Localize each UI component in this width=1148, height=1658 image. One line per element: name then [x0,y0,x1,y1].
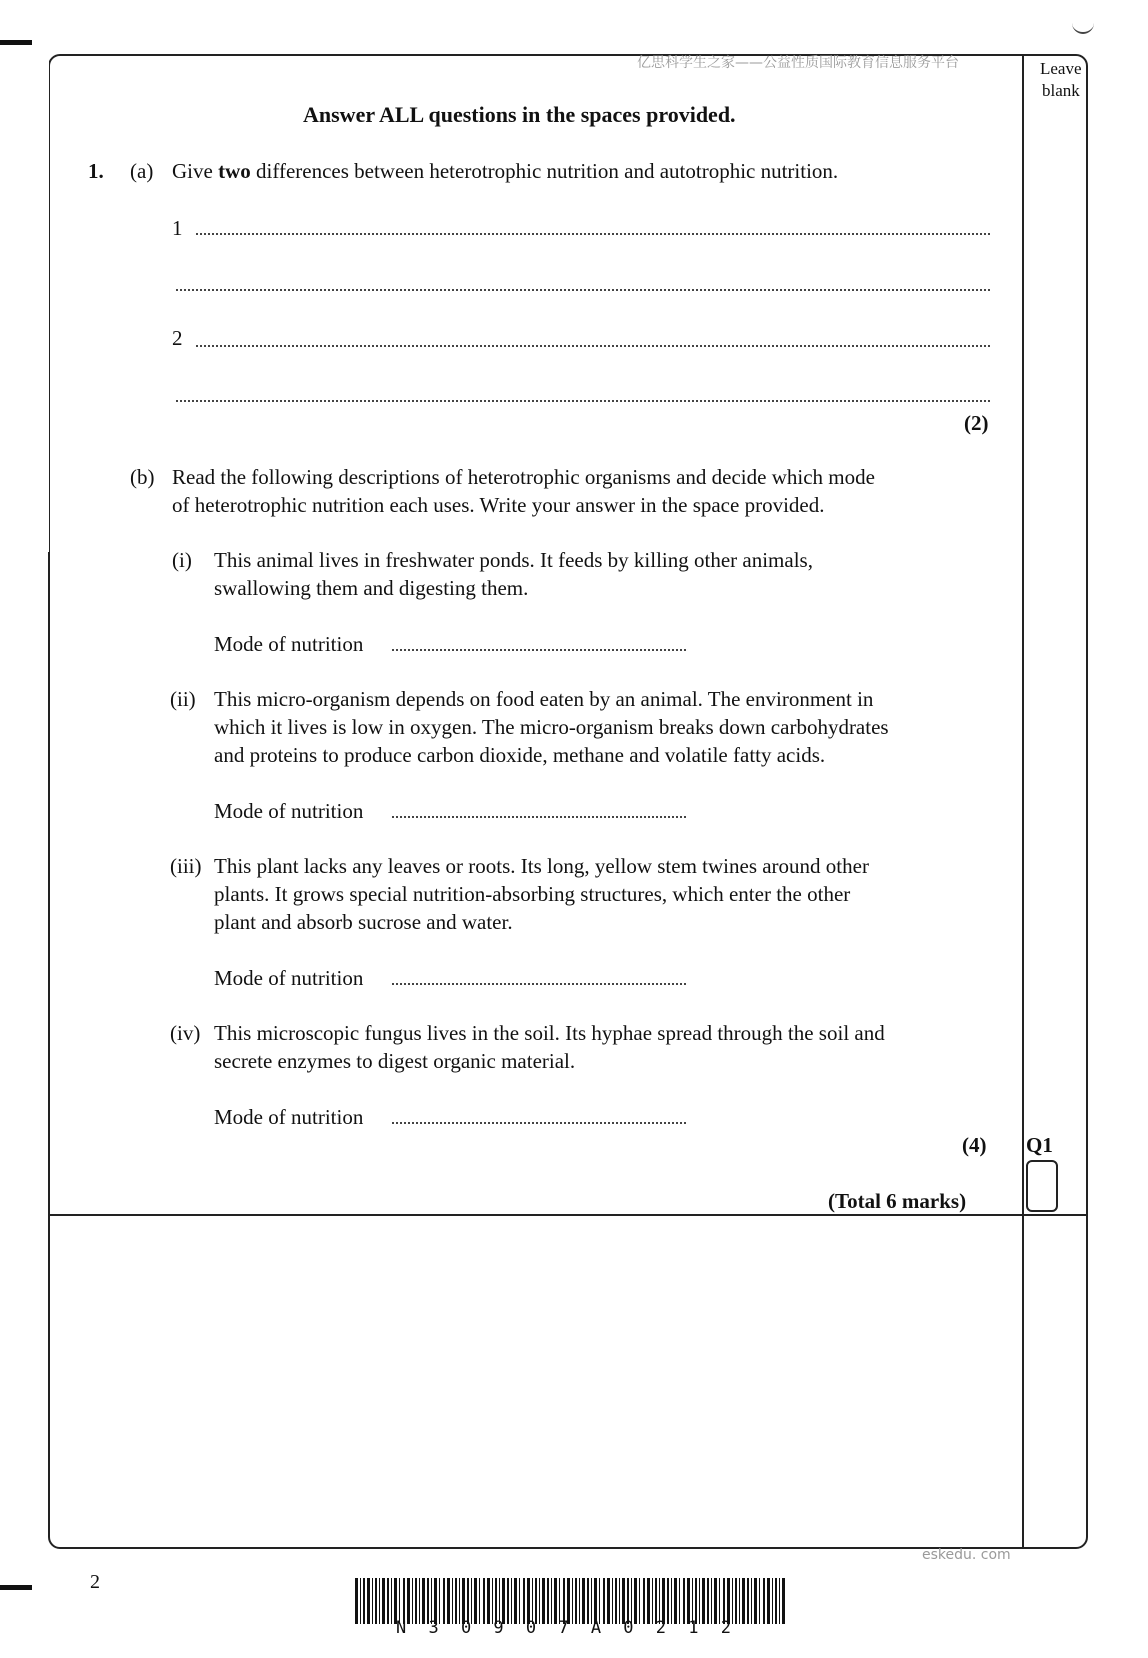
item-ii-mode-label: Mode of nutrition [214,799,364,823]
part-a-text-pre: Give [172,159,219,183]
item-iv-answer-line[interactable] [392,1122,686,1124]
item-i-label: (i) [172,548,192,572]
item-iii-mode-label: Mode of nutrition [214,966,364,990]
part-a-text-bold: two [218,159,251,183]
corner-mark [1072,22,1094,34]
item-iii-line-3: plant and absorb sucrose and water. [214,910,513,934]
item-iii-label: (iii) [170,854,202,878]
answer-line-1a[interactable] [196,233,990,235]
watermark-bottom: eskedu. com [922,1547,1011,1563]
answer-number-1: 1 [172,216,183,240]
leave-blank-label-2: blank [1042,81,1080,100]
item-iv-line-1: This microscopic fungus lives in the soil. Its hyphae spread through the soil and [214,1021,885,1045]
item-iii-line-1: This plant lacks any leaves or roots. Its long, yellow stem twines around other [214,854,869,878]
item-i-line-1: This animal lives in freshwater ponds. It feeds by killing other animals, [214,548,813,572]
item-ii-line-3: and proteins to produce carbon dioxide, methane and volatile fatty acids. [214,743,826,767]
part-a-question [172,157,838,185]
part-a-text-post: differences between heterotrophic nutrition and autotrophic nutrition. [250,159,839,183]
part-b-intro-line-2: of heterotrophic nutrition each uses. Write your answer in the space provided. [172,493,825,517]
part-a-label: (a) [130,159,154,183]
item-ii-line-1: This micro-organism depends on food eaten by an animal. The environment in [214,687,874,711]
answer-line-2a[interactable] [196,345,990,347]
item-iii-line-2: plants. It grows special nutrition-absorbing structures, which enter the other [214,882,851,906]
watermark-top: 亿思科学生之家——公益性质国际教育信息服务平台 [637,55,959,71]
page-number: 2 [90,1571,100,1593]
answer-frame [48,54,1088,1549]
item-i-line-2: swallowing them and digesting them. [214,576,529,600]
item-ii-line-2: which it lives is low in oxygen. The micro-organism breaks down carbohydrates [214,715,889,739]
leave-blank-label-1: Leave [1040,59,1082,78]
item-iv-label: (iv) [170,1021,201,1045]
registration-mark-top [0,40,32,45]
left-margin-line-top [48,60,49,552]
item-ii-answer-line[interactable] [392,816,686,818]
total-marks: (Total 6 marks) [828,1189,967,1213]
part-a-marks: (2) [964,411,989,435]
leave-blank-divider [1022,54,1024,1549]
part-b-intro-line-1: Read the following descriptions of heterotrophic organisms and decide which mode [172,465,875,489]
barcode-text: N 3 0 9 0 7 A 0 2 1 2 [396,1618,737,1638]
answer-line-1b[interactable] [176,289,990,291]
q1-score-box[interactable] [1026,1160,1058,1212]
item-i-mode-label: Mode of nutrition [214,632,364,656]
answer-line-2b[interactable] [176,400,990,402]
item-ii-label: (ii) [170,687,196,711]
part-b-label: (b) [130,465,155,489]
item-iv-line-2: secrete enzymes to digest organic material. [214,1049,576,1073]
registration-mark-bottom [0,1585,32,1590]
answer-number-2: 2 [172,326,183,350]
item-i-answer-line[interactable] [392,649,686,651]
item-iii-answer-line[interactable] [392,983,686,985]
q1-box-label: Q1 [1026,1133,1053,1157]
question-number: 1. [88,159,104,183]
part-b-marks: (4) [962,1133,987,1157]
instruction-heading: Answer ALL questions in the spaces provided. [303,102,736,127]
item-iv-mode-label: Mode of nutrition [214,1105,364,1129]
